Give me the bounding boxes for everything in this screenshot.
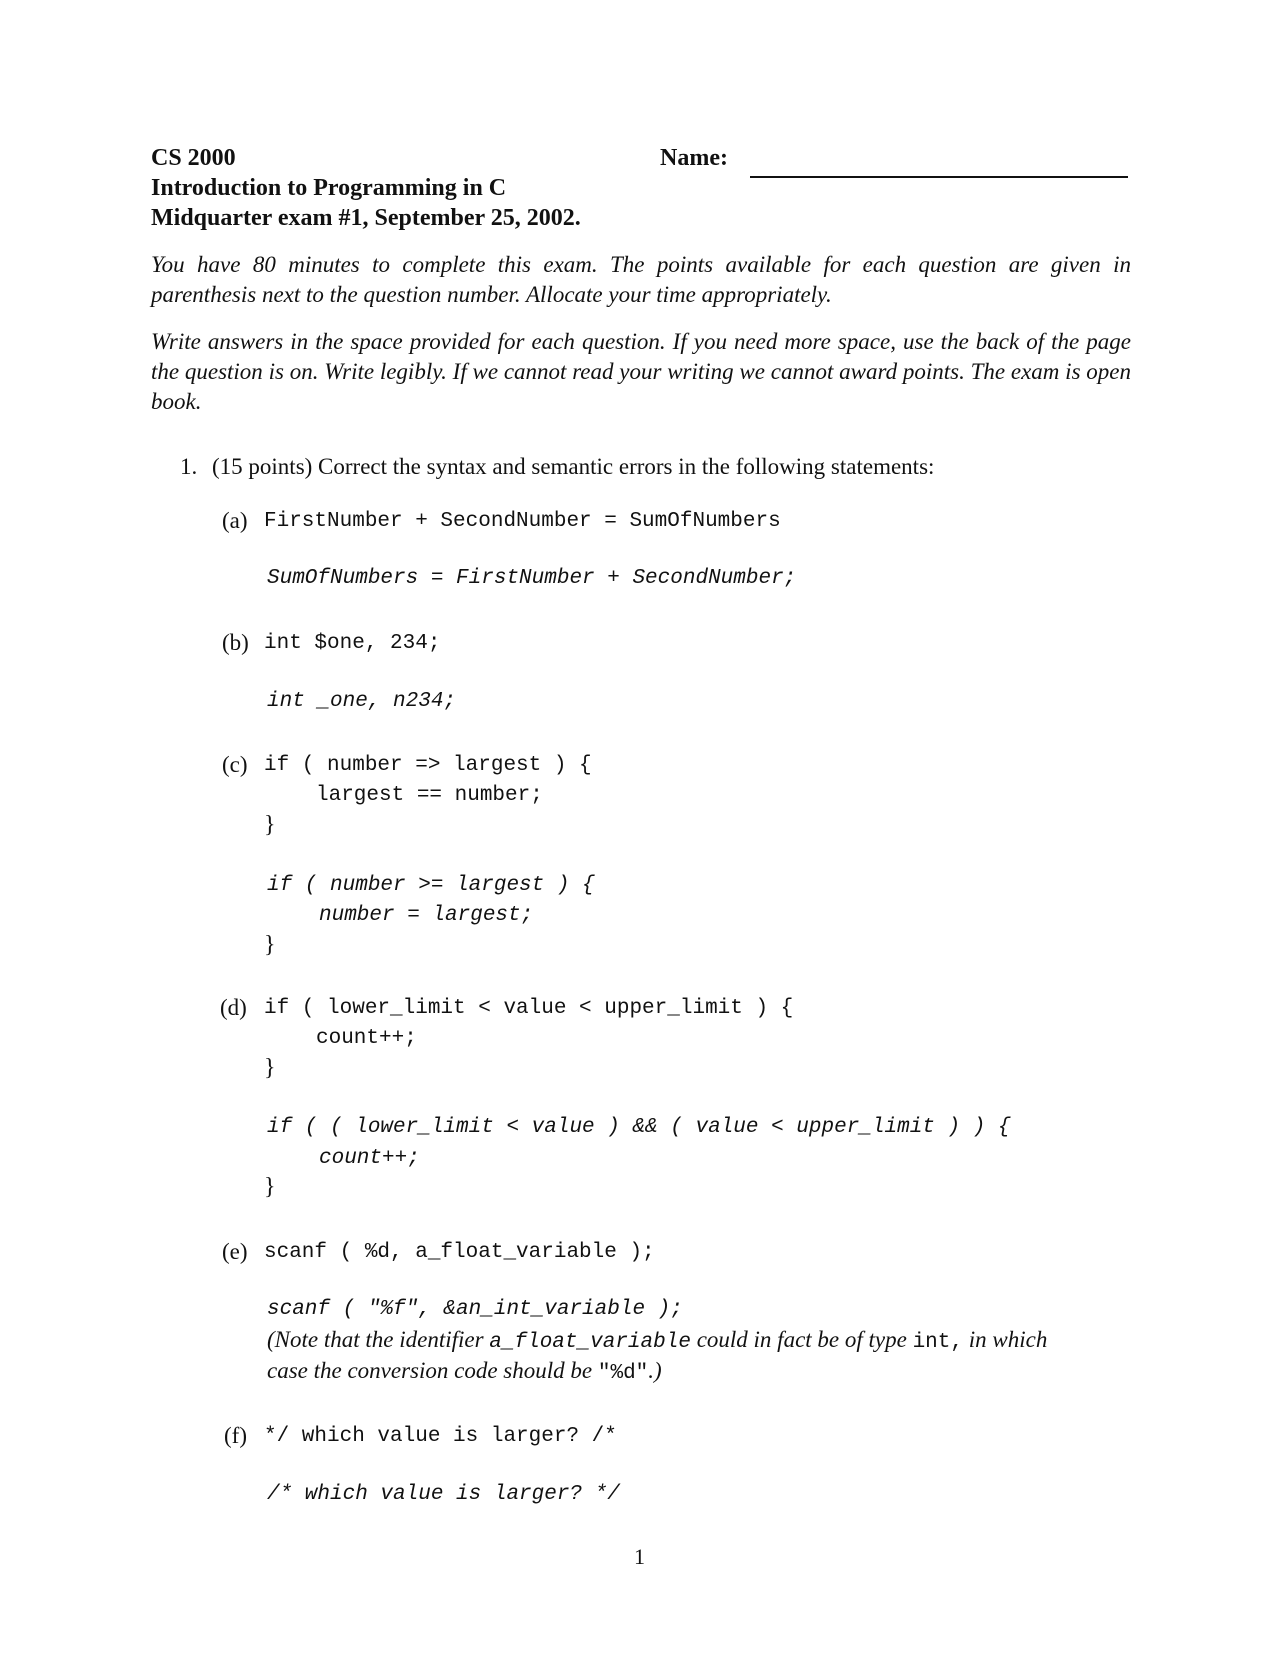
note-close: .) bbox=[648, 1358, 662, 1383]
part-f-code: */ which value is larger? /* bbox=[264, 1425, 617, 1448]
part-b-answer: int _one, n234; bbox=[267, 690, 457, 713]
part-f-label: (f) bbox=[224, 1423, 247, 1448]
part-d-label: (d) bbox=[220, 995, 247, 1020]
note-line-2-text: case the conversion code should be bbox=[267, 1358, 593, 1383]
part-c-answer-line-2: number = largest; bbox=[319, 904, 534, 927]
note-open: (Note that the identifier bbox=[267, 1327, 484, 1352]
part-c-answer-line-1: if ( number >= largest ) { bbox=[267, 874, 595, 897]
part-d-code-close-brace: } bbox=[264, 1055, 276, 1081]
note-mid: could in fact be of type bbox=[696, 1327, 907, 1352]
part-e-code: scanf ( %d, a_float_variable ); bbox=[264, 1241, 655, 1264]
part-c-label: (c) bbox=[222, 752, 248, 777]
note-conversion-code: "%d" bbox=[597, 1362, 649, 1385]
part-a-label: (a) bbox=[222, 508, 248, 533]
part-e-note-line-2 bbox=[267, 1358, 662, 1385]
page-number: 1 bbox=[634, 1544, 645, 1569]
exam-title: Midquarter exam #1, September 25, 2002. bbox=[151, 205, 581, 231]
part-d-code-line-1: if ( lower_limit < value < upper_limit ) { bbox=[264, 997, 794, 1020]
part-d-answer-line-1: if ( ( lower_limit < value ) && ( value < upper_limit ) ) { bbox=[267, 1116, 1011, 1139]
part-e-answer: scanf ( "%f", &an_int_variable ); bbox=[267, 1298, 683, 1321]
part-d-answer-line-2: count++; bbox=[319, 1147, 420, 1170]
note-type: int, bbox=[912, 1331, 963, 1354]
part-e-label: (e) bbox=[222, 1239, 248, 1264]
note-identifier: a_float_variable bbox=[489, 1331, 691, 1354]
question-number: 1. bbox=[180, 454, 198, 479]
part-a-answer: SumOfNumbers = FirstNumber + SecondNumber; bbox=[267, 567, 797, 590]
part-f-answer: /* which value is larger? */ bbox=[267, 1483, 620, 1506]
question-text: (15 points) Correct the syntax and semantic errors in the following statements: bbox=[212, 454, 935, 479]
note-end: in which bbox=[968, 1327, 1048, 1352]
part-c-answer-close-brace: } bbox=[264, 932, 276, 958]
part-c-code-line-1: if ( number => largest ) { bbox=[264, 754, 592, 777]
part-c-code-close-brace: } bbox=[264, 812, 276, 838]
part-d-code-line-2: count++; bbox=[316, 1027, 417, 1050]
course-code: CS 2000 bbox=[151, 145, 236, 171]
name-label: Name: bbox=[660, 145, 728, 171]
part-e-note-line-1 bbox=[267, 1327, 1047, 1354]
part-c-code-line-2: largest == number; bbox=[316, 784, 543, 807]
name-blank-line bbox=[750, 176, 1128, 178]
instructions-paragraph-1: You have 80 minutes to complete this exam. The points available for each question are given in parenthesis next to the question number. Allocate your time appropriately. bbox=[151, 252, 1131, 307]
part-b-label: (b) bbox=[222, 630, 249, 655]
part-a-code: FirstNumber + SecondNumber = SumOfNumbers bbox=[264, 510, 781, 533]
course-title: Introduction to Programming in C bbox=[151, 175, 507, 201]
instructions-paragraph-2: Write answers in the space provided for each question. If you need more space, use the back of the page the question is on. Write legibly. If we cannot read your writing we cannot award points. The exam is open book. bbox=[151, 329, 1131, 414]
part-d-answer-close-brace: } bbox=[264, 1174, 276, 1200]
part-b-code: int $one, 234; bbox=[264, 632, 441, 655]
